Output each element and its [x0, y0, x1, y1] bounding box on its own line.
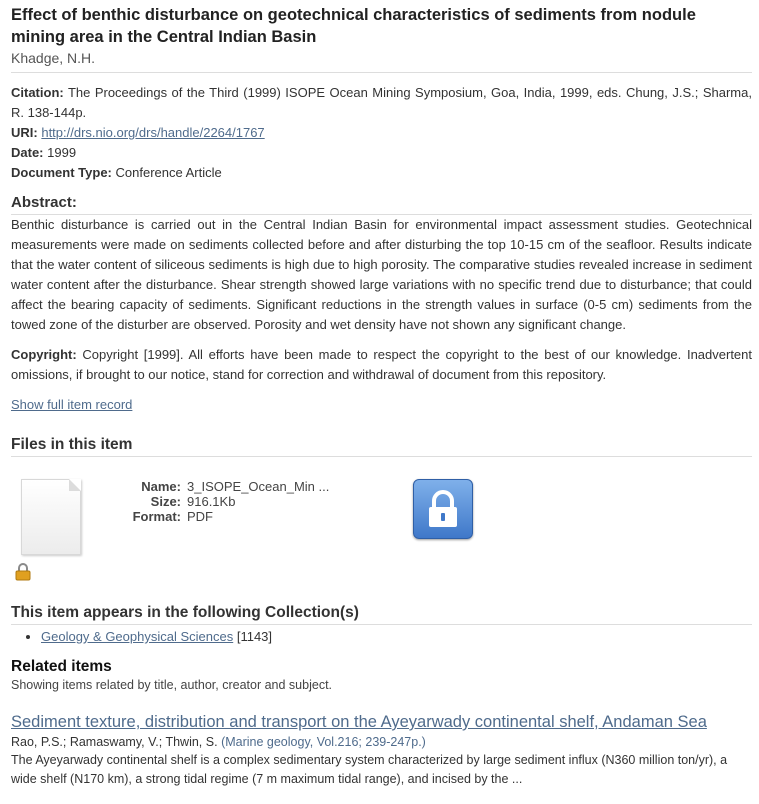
date-label: Date: [11, 145, 44, 160]
file-size-label: Size: [150, 494, 181, 509]
doctype-row [11, 163, 752, 183]
show-full-record-link[interactable]: Show full item record [11, 397, 133, 412]
file-entry [11, 457, 752, 597]
file-format-value: PDF [187, 509, 213, 524]
file-format-label: Format: [132, 509, 181, 524]
citation-label: Citation: [11, 85, 64, 100]
file-name-label: Name: [141, 479, 181, 494]
uri-link[interactable]: http://drs.nio.org/drs/handle/2264/1767 [41, 125, 265, 140]
collections-divider [11, 624, 752, 625]
related-item [11, 711, 752, 789]
item-title: Effect of benthic disturbance on geotechnical characteristics of sediments from nodule mining area in the Central Indian Basin [11, 6, 696, 46]
document-thumbnail-icon[interactable] [21, 479, 81, 555]
file-size-value: 916.1Kb [187, 494, 236, 509]
abstract-text: Benthic disturbance is carried out in the Central Indian Basin for environmental impact assessment studies. Geotechnical measurements were made on sediments collected before and after disturbing the top 10-15 cm of the seafloor. Results indicate that the water content of siliceous sediments is high due to high porosity. The comparative studies revealed increase in sediment water content after the disturbance. Shear strength showed large variations with no specific trend due to disturbance; that could affect the bearing capacity of sediments. Significant reductions in the strength values in surface (0-5 cm) sediments from the towed zone of the disturber are observed. Porosity and wet density have not shown any significant change. [11, 217, 752, 332]
uri-label: URI: [11, 125, 38, 140]
related-item-publication: (Marine geology, Vol.216; 239-247p.) [221, 735, 426, 749]
abstract-heading: Abstract: [11, 194, 77, 211]
collection-link[interactable]: Geology & Geophysical Sciences [41, 629, 234, 644]
small-lock-icon [15, 563, 31, 581]
collections-heading: This item appears in the following Collection(s) [11, 604, 359, 621]
copyright-block [11, 345, 752, 385]
citation-value: The Proceedings of the Third (1999) ISOPE Ocean Mining Symposium, Goa, India, 1999, eds. Chung, J.S.; Sharma, R. 138-144p. [11, 85, 752, 120]
date-row [11, 143, 752, 163]
copyright-label: Copyright: [11, 347, 77, 362]
related-item-meta [11, 733, 752, 751]
files-heading: Files in this item [11, 436, 133, 453]
lock-icon[interactable] [413, 479, 473, 539]
related-item-authors: Rao, P.S.; Ramaswamy, V.; Thwin, S. [11, 735, 218, 749]
item-page [11, 4, 752, 789]
doctype-value: Conference Article [115, 165, 222, 180]
related-heading: Related items [11, 658, 112, 675]
file-info [101, 479, 329, 524]
copyright-text: Copyright [1999]. All efforts have been made to respect the copyright to the best of our knowledge. Inadvertent omissions, if brought to our notice, stand for correction and withdrawal of document from this repository. [11, 347, 752, 382]
uri-row [11, 123, 752, 143]
file-name-row [101, 479, 329, 494]
lock-glyph [414, 480, 472, 538]
title-divider [11, 72, 752, 73]
list-item [41, 627, 752, 647]
item-author: Khadge, N.H. [11, 50, 96, 66]
date-value: 1999 [47, 145, 77, 160]
metadata-block [11, 83, 752, 183]
collections-list [11, 627, 752, 647]
file-name-value: 3_ISOPE_Ocean_Min ... [187, 479, 330, 494]
page-fold [69, 479, 81, 491]
citation-row [11, 83, 752, 123]
file-format-row [101, 509, 329, 524]
collection-count: [1143] [236, 629, 273, 644]
doctype-label: Document Type: [11, 165, 112, 180]
file-size-row [101, 494, 329, 509]
related-subheading: Showing items related by title, author, creator and subject. [11, 678, 333, 692]
related-item-abstract: The Ayeyarwady continental shelf is a complex sedimentary system characterized by large sediment influx (N360 million ton/yr), a wide shelf (N170 km), a strong tidal regime (7 m maximum tidal range), and incised by the ... [11, 753, 728, 786]
related-item-title[interactable]: Sediment texture, distribution and transport on the Ayeyarwady continental shelf, Andaman Sea [11, 713, 707, 731]
